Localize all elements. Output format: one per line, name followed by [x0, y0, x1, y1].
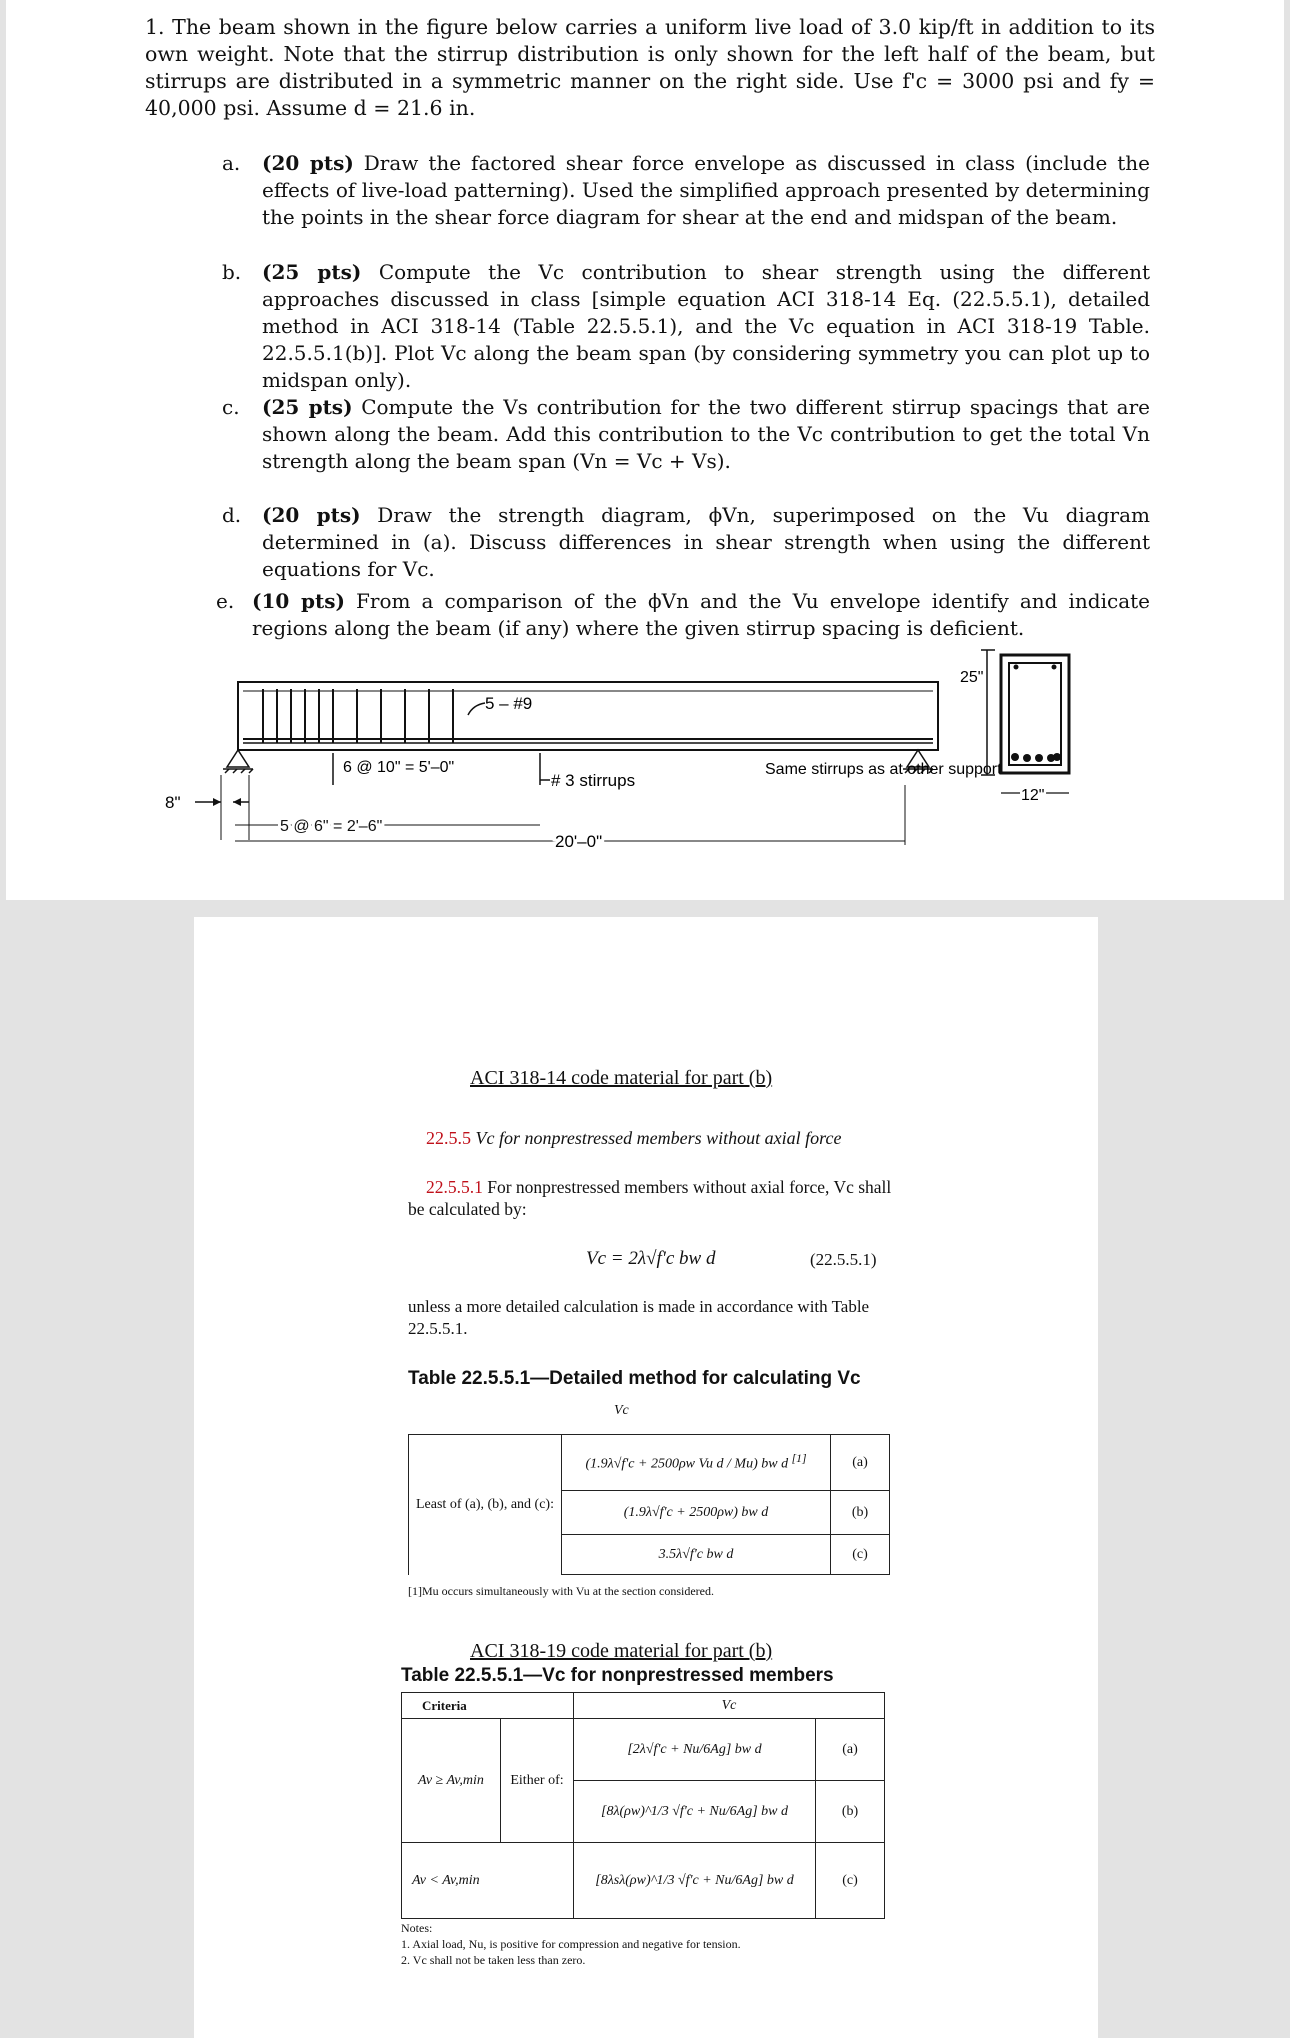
part-a: a. (20 pts) Draw the factored shear force envelope as discussed in class (include the effects of live-load patterning). Used the simplified approach presented by determining the points in the shear force diagram for shear at the end and midspan of the beam.	[222, 151, 1150, 229]
aci14-equation-number: (22.5.5.1)	[810, 1250, 877, 1269]
aci14-heading: ACI 318-14 code material for part (b)	[470, 1067, 773, 1089]
stirrups-label: # 3 stirrups	[551, 771, 636, 790]
aci14-formula-a: (1.9λ√f'c + 2500ρw Vu d / Mu) bw d [1]	[562, 1435, 831, 1491]
aci14-tag-c: (c)	[831, 1535, 890, 1575]
width-label: 12"	[1021, 787, 1045, 804]
support-width-label: 8"	[165, 793, 181, 812]
aci14-table-title: Table 22.5.5.1—Detailed method for calculating Vc	[408, 1368, 861, 1389]
left-support	[223, 750, 253, 773]
aci14-tag-a: (a)	[831, 1435, 890, 1491]
spacing2-label: 5 @ 6" = 2'–6"	[280, 818, 383, 835]
aci19-formula-b: [8λ(ρw)^1/3 √f'c + Nu/6Ag] bw d	[574, 1781, 816, 1843]
problem-statement: 1. The beam shown in the figure below carries a uniform live load of 3.0 kip/ft in addition to its own weight. Note that the stirrup distribution is only shown for the left half of the beam, but stirrups are distributed in a symmetric manner on the right side. Use f'c = 3000 psi and fy = 40,000 psi. Assume d = 21.6 in.	[145, 15, 1155, 120]
span-label: 20'–0"	[555, 832, 603, 851]
beam-figure	[165, 645, 1105, 865]
aci19-notes-title: Notes:	[401, 1921, 433, 1935]
aci19-formula-a: [2λ√f'c + Nu/6Ag] bw d	[574, 1719, 816, 1781]
aci14-section: 22.5.5 Vc for nonprestressed members without axial force	[426, 1128, 842, 1148]
aci14-col-header: Vc	[614, 1403, 629, 1418]
stirrups	[263, 689, 453, 743]
part-d: d. (20 pts) Draw the strength diagram, ϕVn, superimposed on the Vu diagram determined in (a). Discuss differences in shear strength when using the different equations for Vc.	[222, 503, 1151, 581]
aci14-table	[408, 1434, 890, 1575]
aci14-subsection: 22.5.5.1 For nonprestressed members without axial force, Vc shall be calculated by:	[408, 1177, 892, 1219]
aci19-tag-a: (a)	[816, 1719, 885, 1781]
aci19-formula-c: [8λsλ(ρw)^1/3 √f'c + Nu/6Ag] bw d	[574, 1843, 816, 1919]
aci14-equation: Vc = 2λ√f'c bw d	[586, 1248, 716, 1269]
aci19-criteria-header: Criteria	[402, 1693, 574, 1719]
aci19-vc-header: Vc	[574, 1693, 885, 1719]
aci14-least-cell: Least of (a), (b), and (c):	[409, 1435, 562, 1575]
aci19-note-2: 2. Vc shall not be taken less than zero.	[401, 1953, 586, 1967]
spacing1-label: 6 @ 10" = 5'–0"	[343, 759, 455, 776]
aci14-unless: unless a more detailed calculation is made in accordance with Table 22.5.5.1.	[408, 1297, 870, 1338]
same-stirrups-label: Same stirrups as at other support	[765, 761, 1002, 778]
table-row	[402, 1719, 885, 1781]
aci19-note-1: 1. Axial load, Nu, is positive for compression and negative for tension.	[401, 1937, 741, 1951]
aci14-footnote: [1]Mu occurs simultaneously with Vu at the section considered.	[408, 1584, 714, 1598]
aci19-table-title: Table 22.5.5.1—Vc for nonprestressed members	[401, 1665, 834, 1686]
table-row	[402, 1843, 885, 1919]
aci14-formula-c: 3.5λ√f'c bw d	[562, 1535, 831, 1575]
aci19-tag-c: (c)	[816, 1843, 885, 1919]
aci19-criteria-2: Av < Av,min	[402, 1843, 574, 1919]
part-c: c. (25 pts) Compute the Vs contribution for the two different stirrup spacings that are shown along the beam. Add this contribution to the Vc contribution to get the total Vn strength along the beam span (Vn = Vc + Vs).	[222, 395, 1150, 473]
aci19-tag-b: (b)	[816, 1781, 885, 1843]
aci14-tag-b: (b)	[831, 1491, 890, 1535]
section-bars	[1011, 665, 1061, 763]
bars-label: 5 – #9	[485, 694, 533, 713]
part-e: e. (10 pts) From a comparison of the ϕVn and the Vu envelope identify and indicate regions along the beam (if any) where the given stirrup spacing is deficient.	[216, 589, 1151, 640]
depth-label: 25"	[960, 669, 984, 686]
part-b: b. (25 pts) Compute the Vc contribution to shear strength using the different approaches discussed in class [simple equation ACI 318-14 Eq. (22.5.5.1), detailed method in ACI 318-14 (Table 22.5.5.1), and the Vc equation in ACI 318-19 Table. 22.5.5.1(b)]. Plot Vc along the beam span (by considering symmetry you can plot up to midspan only).	[222, 260, 1151, 392]
aci19-criteria-1: Av ≥ Av,min	[402, 1719, 501, 1843]
aci14-formula-b: (1.9λ√f'c + 2500ρw) bw d	[562, 1491, 831, 1535]
table-row	[402, 1693, 885, 1719]
aci19-either: Either of:	[501, 1719, 574, 1843]
aci19-table	[401, 1692, 885, 1919]
table-row	[409, 1435, 890, 1491]
aci19-heading: ACI 318-19 code material for part (b)	[470, 1640, 773, 1662]
